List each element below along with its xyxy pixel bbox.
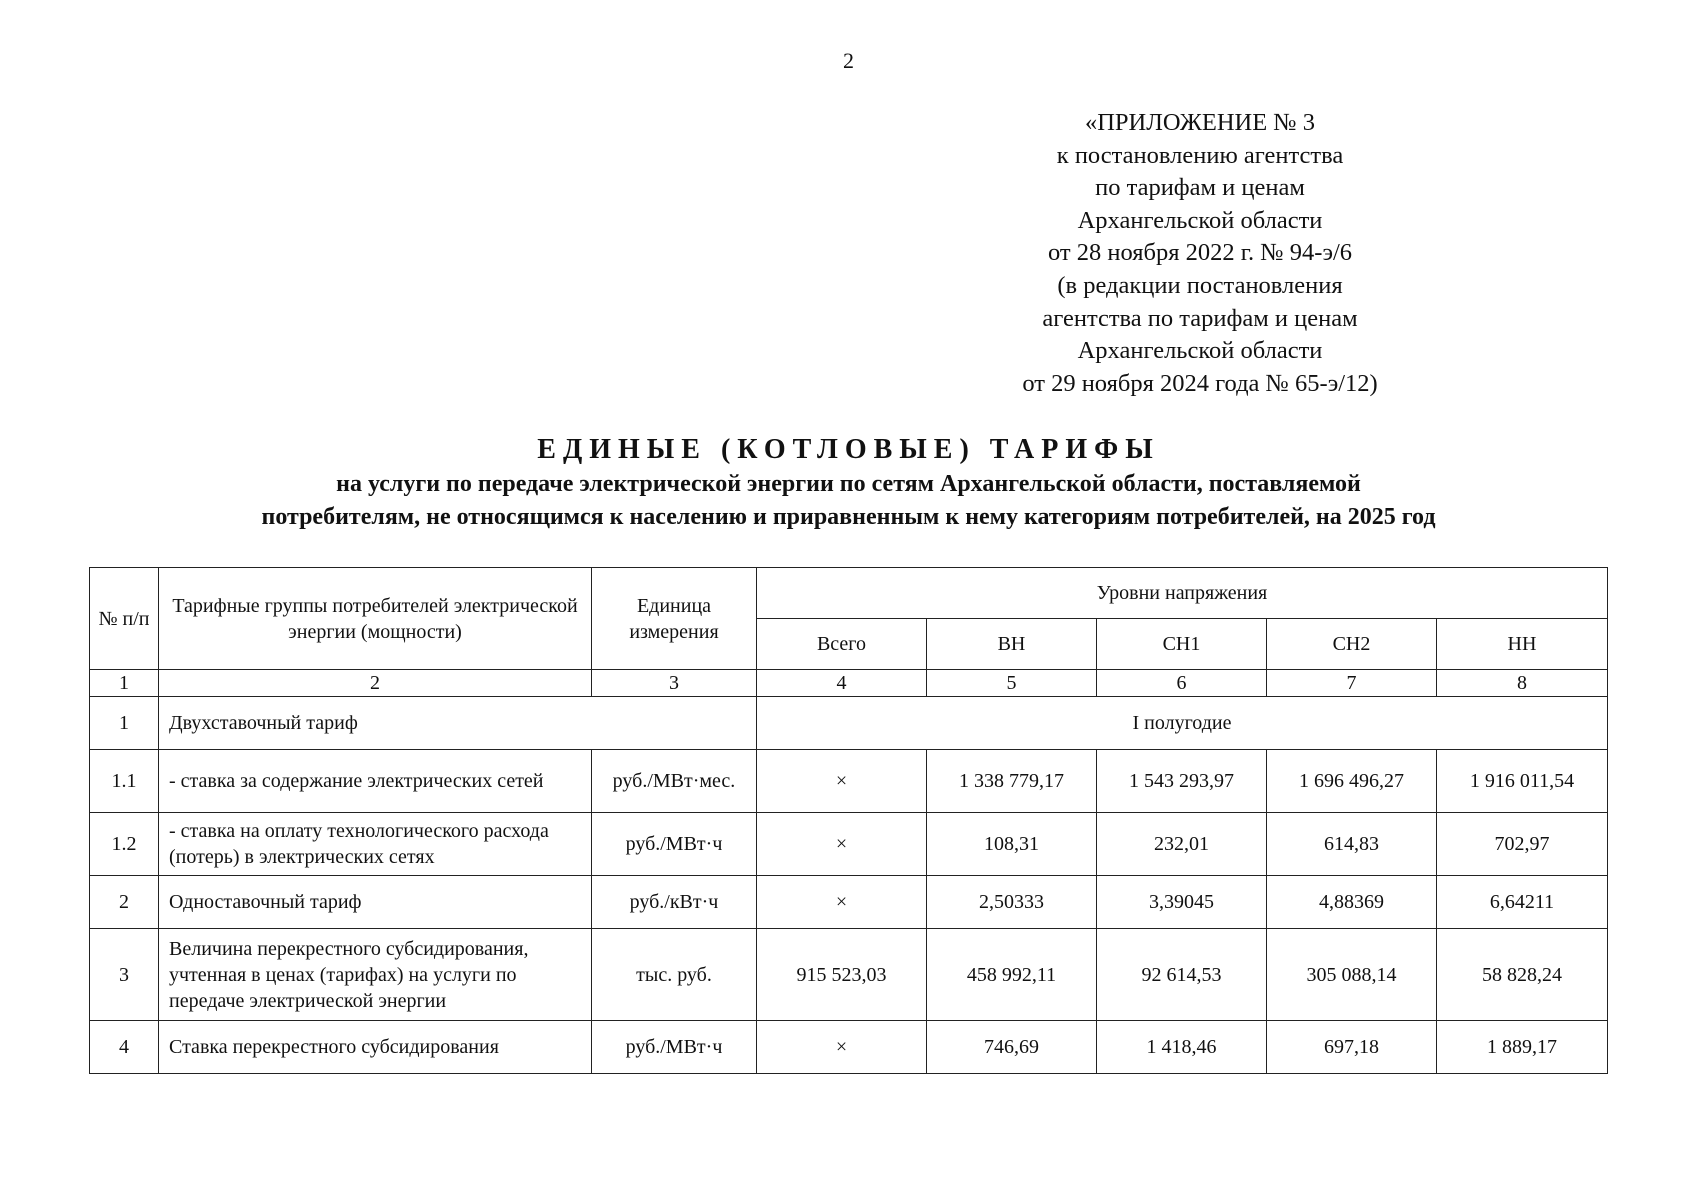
- document-title: [0, 432, 1697, 534]
- header-unit: Единица измерения: [592, 568, 757, 670]
- row-label: Двухставочный тариф: [159, 697, 757, 750]
- row-label: Ставка перекрестного субсидирования: [159, 1021, 592, 1074]
- row-value: 1 418,46: [1097, 1021, 1267, 1074]
- row-unit: тыс. руб.: [592, 929, 757, 1021]
- title-subtitle-line-2: потребителям, не относящимся к населению и приравненным к нему категориям потребителей, на 2025 год: [261, 504, 1436, 530]
- title-subtitle-line-1: на услуги по передаче электрической энергии по сетям Архангельской области, поставляемой: [336, 471, 1361, 497]
- appendix-line: агентства по тарифам и ценам: [1042, 304, 1358, 332]
- row-num: 3: [90, 929, 159, 1021]
- header-level-sn1: СН1: [1097, 619, 1267, 670]
- appendix-line: от 29 ноября 2024 года № 65-э/12): [1022, 369, 1378, 397]
- header-group: Тарифные группы потребителей электрической энергии (мощности): [159, 568, 592, 670]
- row-value: ×: [757, 876, 927, 929]
- row-value: 232,01: [1097, 813, 1267, 876]
- column-number: 4: [757, 670, 927, 697]
- header-level-sn2: СН2: [1267, 619, 1437, 670]
- appendix-line: «ПРИЛОЖЕНИЕ № 3: [1084, 109, 1316, 136]
- table-row: [90, 876, 1608, 929]
- row-value: 92 614,53: [1097, 929, 1267, 1021]
- row-num: 1.1: [90, 750, 159, 813]
- row-unit: руб./МВт·ч: [592, 813, 757, 876]
- appendix-line: к постановлению агентства: [1056, 141, 1344, 169]
- table-header-row: [90, 568, 1608, 619]
- column-number-row: [90, 670, 1608, 697]
- row-unit: руб./кВт·ч: [592, 876, 757, 929]
- row-value: 1 916 011,54: [1437, 750, 1608, 813]
- row-value: 2,50333: [927, 876, 1097, 929]
- row-period: I полугодие: [757, 697, 1608, 750]
- table-row: [90, 1021, 1608, 1074]
- row-value: 697,18: [1267, 1021, 1437, 1074]
- row-num: 1: [90, 697, 159, 750]
- column-number: 1: [90, 670, 159, 697]
- row-value: 108,31: [927, 813, 1097, 876]
- row-value: ×: [757, 1021, 927, 1074]
- header-level-vn: ВН: [927, 619, 1097, 670]
- row-label: - ставка на оплату технологического расхода (потерь) в электрических сетях: [159, 813, 592, 876]
- tariff-table: [89, 567, 1608, 1074]
- header-voltage-levels: Уровни напряжения: [757, 568, 1608, 619]
- row-value: 58 828,24: [1437, 929, 1608, 1021]
- row-value: ×: [757, 813, 927, 876]
- row-unit: руб./МВт·ч: [592, 1021, 757, 1074]
- appendix-line: Архангельской области: [1077, 206, 1323, 234]
- column-number: 5: [927, 670, 1097, 697]
- row-label: Одноставочный тариф: [159, 876, 592, 929]
- row-value: 1 543 293,97: [1097, 750, 1267, 813]
- row-value: 702,97: [1437, 813, 1608, 876]
- row-unit: руб./МВт·мес.: [592, 750, 757, 813]
- row-value: 305 088,14: [1267, 929, 1437, 1021]
- appendix-line: Архангельской области: [1077, 337, 1323, 365]
- row-num: 1.2: [90, 813, 159, 876]
- row-value: 3,39045: [1097, 876, 1267, 929]
- row-value: 1 696 496,27: [1267, 750, 1437, 813]
- appendix-header: [960, 107, 1440, 400]
- column-number: 6: [1097, 670, 1267, 697]
- row-label: Величина перекрестного субсидирования, учтенная в ценах (тарифах) на услуги по передаче электрической энергии: [159, 929, 592, 1021]
- row-value: 6,64211: [1437, 876, 1608, 929]
- header-level-nn: НН: [1437, 619, 1608, 670]
- column-number: 8: [1437, 670, 1608, 697]
- table-row: [90, 929, 1608, 1021]
- row-value: 614,83: [1267, 813, 1437, 876]
- row-value: 458 992,11: [927, 929, 1097, 1021]
- page-number: 2: [843, 48, 854, 73]
- appendix-line: от 28 ноября 2022 г. № 94-э/6: [1047, 239, 1353, 267]
- row-value: ×: [757, 750, 927, 813]
- row-num: 2: [90, 876, 159, 929]
- column-number: 7: [1267, 670, 1437, 697]
- row-num: 4: [90, 1021, 159, 1074]
- table-row: [90, 697, 1608, 750]
- row-label: - ставка за содержание электрических сетей: [159, 750, 592, 813]
- table-row: [90, 750, 1608, 813]
- row-value: 1 338 779,17: [927, 750, 1097, 813]
- row-value: 746,69: [927, 1021, 1097, 1074]
- appendix-line: (в редакции постановления: [1057, 271, 1343, 299]
- header-level-total: Всего: [757, 619, 927, 670]
- table-row: [90, 813, 1608, 876]
- row-value: 1 889,17: [1437, 1021, 1608, 1074]
- header-num: № п/п: [90, 568, 159, 670]
- column-number: 2: [159, 670, 592, 697]
- row-value: 4,88369: [1267, 876, 1437, 929]
- row-value: 915 523,03: [757, 929, 927, 1021]
- appendix-line: по тарифам и ценам: [1095, 174, 1305, 202]
- title-main: ЕДИНЫЕ (КОТЛОВЫЕ) ТАРИФЫ: [537, 434, 1160, 465]
- column-number: 3: [592, 670, 757, 697]
